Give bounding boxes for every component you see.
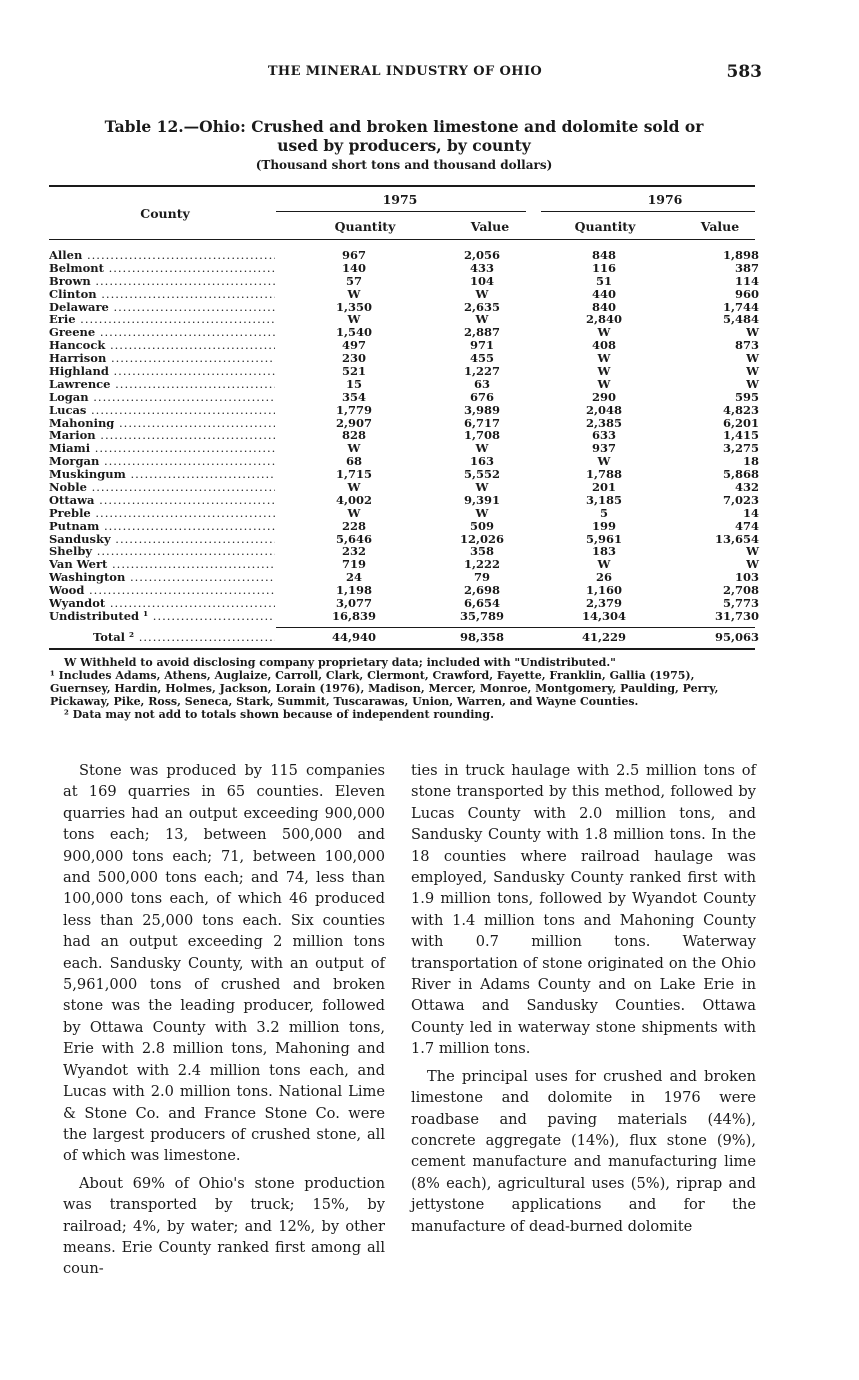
cell-quantity-1976: 116 [591, 260, 616, 275]
cell-value-1975: 79 [473, 570, 490, 585]
table-row [49, 584, 759, 597]
cell-value-1975: W [475, 480, 489, 495]
cell-value-1976: 4,823 [722, 402, 759, 417]
cell-county: Belmont ..... [49, 262, 275, 275]
cell-value-1975: 3,989 [463, 402, 500, 417]
table-row [49, 391, 759, 404]
table-row [49, 262, 759, 275]
cell-value-1975: 12,026 [459, 531, 504, 546]
table-row [49, 429, 759, 442]
cell-value-1976: W [746, 351, 759, 366]
cell-quantity-1975: 1,540 [335, 325, 372, 340]
cell-quantity-1975: W [347, 286, 361, 301]
cell-county: Greene ..... [49, 326, 275, 339]
table-row [49, 494, 759, 507]
cell-county: Van Wert ..... [49, 558, 275, 571]
table-row [49, 597, 759, 610]
cell-quantity-1975: 1,198 [335, 583, 372, 598]
cell-county: Ottawa ..... [49, 494, 275, 507]
cell-value-1976: 7,023 [722, 492, 759, 507]
table-bottom-rule [49, 648, 755, 650]
cell-value-1976: 960 [734, 286, 759, 301]
cell-quantity-1976: 51 [595, 273, 612, 288]
table-row [49, 610, 759, 623]
cell-value-1976: 5,484 [722, 312, 759, 327]
cell-county: Wyandot ..... [49, 597, 275, 610]
cell-value-1975: 5,552 [463, 467, 500, 482]
cell-county: Sandusky ..... [49, 533, 275, 546]
cell-quantity-1976: 1,788 [585, 467, 622, 482]
cell-value-1975: W [475, 441, 489, 456]
header-quantity-1976: Quantity [574, 219, 636, 234]
cell-value-1976: 3,275 [722, 441, 759, 456]
cell-county: Mahoning ..... [49, 417, 275, 430]
cell-quantity-1975: 967 [341, 248, 366, 262]
cell-county: Lawrence ..... [49, 378, 275, 391]
cell-quantity-1975: 3,077 [335, 596, 372, 611]
cell-quantity-1976: 2,379 [585, 596, 622, 611]
total-row [49, 630, 759, 644]
cell-value-1976: 1,898 [722, 248, 759, 262]
cell-quantity-1975: W [347, 441, 361, 456]
cell-value-1976: W [746, 364, 759, 379]
running-header-title: THE MINERAL INDUSTRY OF OHIO [267, 64, 543, 79]
cell-value-1975: 35,789 [459, 608, 504, 623]
cell-value-1976: 1,744 [722, 299, 759, 314]
cell-county: Preble ..... [49, 507, 275, 520]
cell-value-1975: W [475, 312, 489, 327]
cell-quantity-1976: W [597, 325, 611, 340]
cell-quantity-1975: 140 [341, 260, 366, 275]
cell-county: Lucas ..... [49, 404, 275, 417]
cell-value-1976: 13,654 [714, 531, 759, 546]
cell-county: Muskingum ..... [49, 468, 275, 481]
total-label: Total ² ..... [93, 630, 275, 644]
cell-county: Marion ..... [49, 429, 275, 442]
cell-value-1975: 9,391 [463, 492, 500, 507]
table-row [49, 455, 759, 468]
cell-value-1976: 873 [734, 338, 759, 353]
cell-value-1975: 455 [469, 351, 494, 366]
table-caption-line2: used by producers, by county [277, 136, 531, 155]
table-row [49, 545, 759, 558]
cell-quantity-1976: 5 [599, 505, 608, 520]
cell-value-1975: 2,056 [463, 248, 500, 262]
cell-quantity-1975: 15 [345, 376, 362, 391]
cell-county: Hancock ..... [49, 339, 275, 352]
cell-county: Allen ..... [49, 249, 275, 262]
footnote-w: W Withheld to avoid disclosing company proprietary data; included with "Undistributed." [64, 656, 616, 669]
cell-county: Wood ..... [49, 584, 275, 597]
header-value-1976: Value [700, 219, 740, 234]
year1-rule [276, 211, 526, 212]
cell-quantity-1975: 68 [345, 454, 362, 469]
cell-county: Erie ..... [49, 313, 275, 326]
cell-quantity-1975: 16,839 [331, 608, 376, 623]
cell-quantity-1975: W [347, 312, 361, 327]
cell-value-1976: 18 [742, 454, 759, 469]
cell-value-1976: 2,708 [722, 583, 759, 598]
body-paragraph-1: Stone was produced by 115 companies at 169 quarries in 65 counties. Eleven quarries had an output exceeding 900,000 tons each; 13, between 500,000 and 900,000 tons each; 71, between 100,000 and 500,000 tons each; and 74, less than 100,000 tons each, of which 46 produced less than 25,000 tons each. Six counties had an output exceeding 2 million tons each. Sandusky County, with an output of 5,961,000 tons of crushed and broken stone was the leading producer, followed by Ottawa County with 3.2 million tons, Erie with 2.8 million tons, Mahoning and Wyandot with 2.4 million tons each, and Lucas with 2.0 million tons. National Lime & Stone Co. and France Stone Co. were the largest producers of crushed stone, all of which was limestone. [63, 762, 385, 1165]
cell-county: Morgan ..... [49, 455, 275, 468]
cell-quantity-1975: 1,779 [335, 402, 372, 417]
cell-value-1976: 1,415 [722, 428, 759, 443]
cell-county: Putnam ..... [49, 520, 275, 533]
cell-value-1976: 474 [734, 518, 759, 533]
cell-quantity-1976: W [597, 376, 611, 391]
cell-quantity-1976: 5,961 [585, 531, 622, 546]
page-number: 583 [726, 62, 762, 82]
cell-quantity-1976: W [597, 351, 611, 366]
table-row [49, 352, 759, 365]
body-paragraph-4: The principal uses for crushed and broken limestone and dolomite in 1976 were roadbase and paving materials (44%), concrete aggregate (14%), flux stone (9%), cement manufacture and manufacturing lime (8% each), agricultural uses (5%), riprap and jettystone applications and for the manufacture of dead-burned dolomite [411, 1067, 756, 1235]
cell-value-1975: W [475, 505, 489, 520]
cell-quantity-1976: 1,160 [585, 583, 622, 598]
year2-rule [541, 211, 755, 212]
cell-value-1975: 2,635 [463, 299, 500, 314]
cell-county: Delaware ..... [49, 301, 275, 314]
cell-quantity-1976: W [597, 454, 611, 469]
cell-quantity-1975: W [347, 480, 361, 495]
table-row [49, 301, 759, 314]
total-value-1975: 98,358 [459, 630, 504, 644]
table-row [49, 326, 759, 339]
header-year-1975: 1975 [382, 192, 418, 207]
cell-value-1976: 14 [742, 505, 759, 520]
body-left-column [63, 760, 385, 1280]
cell-value-1975: 2,698 [463, 583, 500, 598]
cell-quantity-1976: 183 [591, 544, 616, 559]
cell-quantity-1976: 3,185 [585, 492, 622, 507]
cell-value-1975: 6,654 [463, 596, 500, 611]
body-right-column [411, 760, 756, 1237]
cell-quantity-1976: 633 [591, 428, 616, 443]
cell-quantity-1976: 848 [591, 248, 616, 262]
cell-quantity-1976: 2,385 [585, 415, 622, 430]
table-caption [104, 117, 704, 155]
cell-value-1976: 31,730 [714, 608, 759, 623]
cell-quantity-1975: 497 [341, 338, 366, 353]
cell-value-1975: 1,708 [463, 428, 500, 443]
cell-value-1975: 1,227 [463, 364, 500, 379]
cell-county: Logan ..... [49, 391, 275, 404]
cell-county: Clinton ..... [49, 288, 275, 301]
cell-county: Harrison ..... [49, 352, 275, 365]
table-row [49, 378, 759, 391]
table-row [49, 520, 759, 533]
table-row [49, 365, 759, 378]
table-row [49, 507, 759, 520]
cell-county: Undistributed ¹ ..... [49, 610, 275, 623]
table-units: (Thousand short tons and thousand dollars) [255, 158, 553, 172]
total-quantity-1975: 44,940 [331, 630, 376, 644]
cell-quantity-1975: 24 [345, 570, 362, 585]
table-row [49, 404, 759, 417]
cell-quantity-1976: 2,048 [585, 402, 622, 417]
cell-value-1975: 104 [469, 273, 494, 288]
table-row [49, 313, 759, 326]
cell-quantity-1976: 199 [591, 518, 616, 533]
cell-value-1976: 432 [734, 480, 759, 495]
header-quantity-1975: Quantity [334, 219, 396, 234]
total-value-1976: 95,063 [714, 630, 759, 644]
cell-quantity-1976: 440 [591, 286, 616, 301]
cell-value-1975: 433 [469, 260, 494, 275]
table-row [49, 417, 759, 430]
cell-value-1976: 5,868 [722, 467, 759, 482]
cell-quantity-1976: 26 [595, 570, 612, 585]
cell-value-1976: 103 [734, 570, 759, 585]
cell-county: Miami ..... [49, 442, 275, 455]
cell-county: Brown ..... [49, 275, 275, 288]
header-year-1976: 1976 [647, 192, 683, 207]
cell-value-1975: 163 [469, 454, 494, 469]
cell-quantity-1976: 840 [591, 299, 616, 314]
cell-value-1976: 6,201 [722, 415, 759, 430]
table-row [49, 558, 759, 571]
table-row [49, 288, 759, 301]
header-county: County [140, 206, 190, 221]
cell-quantity-1975: 2,907 [335, 415, 372, 430]
cell-value-1976: 387 [734, 260, 759, 275]
cell-quantity-1975: 719 [341, 557, 366, 572]
cell-quantity-1975: 521 [341, 364, 366, 379]
cell-quantity-1975: 57 [345, 273, 362, 288]
cell-quantity-1975: 4,002 [335, 492, 372, 507]
cell-value-1975: 676 [469, 389, 494, 404]
cell-quantity-1975: 228 [341, 518, 366, 533]
cell-quantity-1976: W [597, 364, 611, 379]
header-bottom-rule [49, 239, 755, 240]
cell-quantity-1976: W [597, 557, 611, 572]
table-row [49, 571, 759, 584]
cell-value-1976: 5,773 [722, 596, 759, 611]
cell-quantity-1976: 14,304 [581, 608, 626, 623]
cell-quantity-1975: 1,350 [335, 299, 372, 314]
cell-quantity-1976: 2,840 [585, 312, 622, 327]
cell-value-1975: 2,887 [463, 325, 500, 340]
table-row [49, 442, 759, 455]
table-row [49, 275, 759, 288]
body-paragraph-3: ties in truck haulage with 2.5 million tons of stone transported by this method, followed by Lucas County with 2.0 million tons, and Sandusky County with 1.8 million tons. In the 18 counties where railroad haulage was employed, Sandusky County ranked first with 1.9 million tons, followed by Wyandot County with 1.4 million tons and Mahoning County with 0.7 million tons. Waterway transportation of stone originated on the Ohio River in Adams County and on Lake Erie in Ottawa and Sandusky Counties. Ottawa County led in waterway stone shipments with 1.7 million tons. [411, 762, 756, 1058]
cell-county: Shelby ..... [49, 545, 275, 558]
cell-value-1975: 358 [469, 544, 494, 559]
cell-value-1976: W [746, 325, 759, 340]
footnote-2: ² Data may not add to totals shown because of independent rounding. [64, 707, 494, 721]
table-row [49, 533, 759, 546]
cell-quantity-1976: 937 [591, 441, 616, 456]
cell-value-1975: 1,222 [463, 557, 500, 572]
body-paragraph-2: About 69% of Ohio's stone production was transported by truck; 15%, by railroad; 4%, by water; and 12%, by other means. Erie County ranked first among all coun- [63, 1174, 385, 1278]
table-row [49, 468, 759, 481]
table-caption-line1: Table 12.—Ohio: Crushed and broken limestone and dolomite sold or [104, 117, 704, 136]
cell-county: Washington ..... [49, 571, 275, 584]
cell-quantity-1975: 5,646 [335, 531, 372, 546]
cell-value-1975: 509 [469, 518, 494, 533]
table-row [49, 339, 759, 352]
cell-value-1975: 971 [469, 338, 494, 353]
cell-quantity-1976: 408 [591, 338, 616, 353]
cell-value-1975: 63 [473, 376, 490, 391]
footnote-1: ¹ Includes Adams, Athens, Auglaize, Carroll, Clark, Clermont, Crawford, Fayette, Franklin, Gallia (1975), Guernsey, Hardin, Holmes, Jackson, Lorain (1976), Madison, Mercer, Monroe, Montgomery, Paulding, Perry, Pickaway, Pike, Ross, Seneca, Stark, Summit, Tuscarawas, Union, Warren, and Wayne Counties. [50, 668, 719, 708]
cell-value-1976: W [746, 376, 759, 391]
cell-county: Highland ..... [49, 365, 275, 378]
cell-value-1976: 595 [734, 389, 759, 404]
cell-quantity-1975: 1,715 [335, 467, 372, 482]
table-footnotes [50, 656, 756, 722]
cell-county: Noble ..... [49, 481, 275, 494]
total-top-rule [276, 627, 755, 628]
table-top-rule [49, 185, 755, 187]
cell-quantity-1975: 232 [341, 544, 366, 559]
cell-quantity-1976: 201 [591, 480, 616, 495]
cell-quantity-1975: 230 [341, 351, 366, 366]
table-body [49, 249, 759, 623]
cell-quantity-1976: 290 [591, 389, 616, 404]
cell-value-1976: W [746, 557, 759, 572]
cell-value-1976: W [746, 544, 759, 559]
cell-quantity-1975: 354 [341, 389, 366, 404]
table-row [49, 481, 759, 494]
total-quantity-1976: 41,229 [581, 630, 626, 644]
cell-value-1975: 6,717 [463, 415, 500, 430]
table-row [49, 249, 759, 262]
cell-value-1975: W [475, 286, 489, 301]
cell-quantity-1975: 828 [341, 428, 366, 443]
cell-value-1976: 114 [734, 273, 759, 288]
header-value-1975: Value [470, 219, 510, 234]
cell-quantity-1975: W [347, 505, 361, 520]
